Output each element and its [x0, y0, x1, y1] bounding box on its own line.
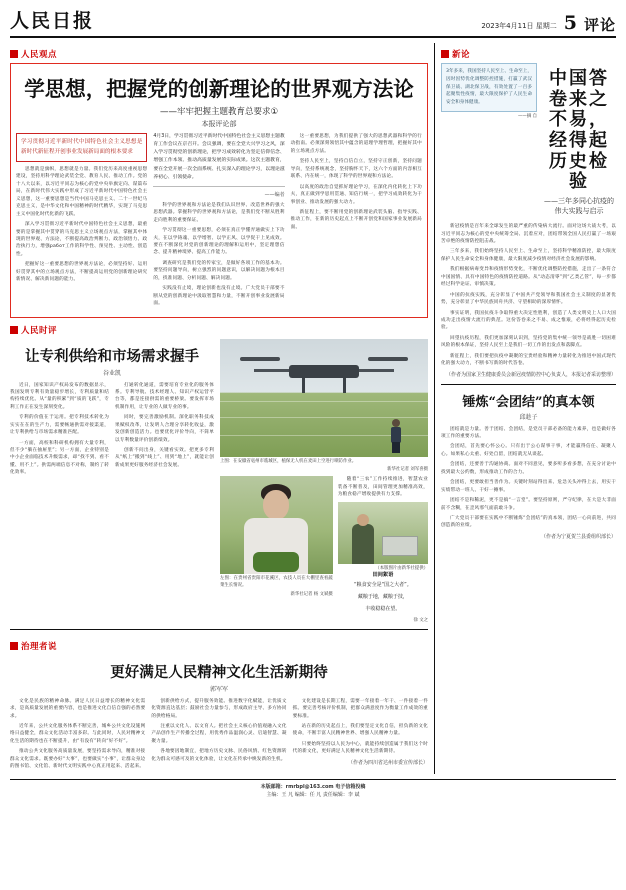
- drone-illustration: [220, 339, 428, 457]
- right-article2-author: 邱趁子: [519, 413, 538, 421]
- article3-title: 更好满足人民精神文化生活新期待: [110, 663, 328, 681]
- photo2-credit: 新华社记者 杨 文斌摄: [290, 592, 333, 598]
- section-label-xinlun: [441, 48, 470, 60]
- pull-quote: 学习贯彻习近平新时代中国特色社会主义思想是新时代新征程开创事业发展新局面的根本要求: [16, 133, 147, 162]
- divider: [10, 629, 428, 630]
- article2-region: [10, 339, 428, 623]
- lead-column-1: [16, 133, 147, 311]
- article2-column-1: 近日，国家知识产权局发布的数据显示，我国发明专利有效量稳步增长，专利质量和结构持续优化。从“量的积累”到“质的飞跃”，专利工作正在发生深刻变化。 专利的价值在于运用。把专利技术转化为实实在在的生产力，需要畅通供需对接渠道，让专利供给与市场需求精准匹配。 一方面，高校和科研机构拥有大量专利，但不少“躺在抽屉里”；另一方面，企业特别是中小企业面临技术升级需求，却“找不到、看不懂、用不上”。供需两端信息不对称，制约了转化效率。: [10, 382, 109, 476]
- article3-column-2: 创新供给方式，提升服务效能。推进数字化赋能，让优质文化资源直达基层；鼓励社会力量参与，形成政府主导、多方协同的供给格局。 注重以文化人、以文育人。把社会主义核心价值观融入文化产品创作生产传播全过程，用优秀作品温润心灵、启迪智慧、凝聚力量。 各地要因地制宜，把地方历史文脉、民俗风情、红色资源转化为群众可感可及的文化体验，让文化在传承中焕发新的生机。: [151, 698, 287, 762]
- poem-line-2: 藏粮于地，藏粮于技，: [357, 593, 408, 600]
- photo3-wrap: [338, 476, 428, 622]
- newspaper-logo: 人民日报: [10, 10, 95, 32]
- footer-line-2: 主编：王 凡 编辑：任 凡 责任编辑：李 斌: [266, 791, 360, 798]
- photo2-caption: 左图：在贵州省贵阳市花溪区，农技人员在大棚里查看蔬菜生长情况。: [220, 576, 333, 589]
- photo2-wrap: [220, 476, 333, 622]
- article3-column-1: 文化是民族的精神命脉。满足人民日益增长的精神文化需求，是高质量发展的重要内容，也是推进文化自信自强的必然要求。 近年来，公共文化服务体系不断完善，城乡公共文化设施网络日益健全，群众文化活动丰富多彩。与此同时，人民对精神文化生活的期待也在不断提升，由“有没有”转向“好不好”。 推动公共文化服务高质量发展，要坚持需求导向，精准对接群众文化需求。既要办好“大事”，也要做实“小事”，让群众身边的图书馆、文化馆、新时代文明实践中心真正用起来、活起来。: [10, 698, 146, 770]
- lead-column-2: [153, 133, 284, 311]
- square-mark-icon: [441, 50, 449, 58]
- lead-byline: 本报评论部: [201, 120, 237, 128]
- footer-line-1: 本版邮箱：rmrbpl@163.com 电子信箱投稿: [260, 783, 366, 790]
- lead-col1-text: 思想就是旗帜，思想就是力量。我们党历来高度重视思想建设，坚持用科学理论武装全党、教育人民、推动工作。党的十八大以来，以习近平同志为核心的党中央举旗定向、谋篇布局，在新时代伟大实践中形成了习近平新时代中国特色社会主义思想，这一重要思想是当代中国马克思主义、二十一世纪马克思主义，是中华文化和中国精神的时代精华，实现了马克思主义中国化时代化新的飞跃。 深入学习贯彻习近平新时代中国特色社会主义思想，最重要的是掌握其中贯穿的马克思主义立场观点方法，掌握其中体现的世界观、方法论，不断提高政治判断力、政治领悟力、政治执行力，增强работ工作的科学性、预见性、主动性、创造性。 把握好这一重要思想的世界观方法论，必须坚持好、运用好贯穿其中的立场观点方法，不断提高运用党的创新理论研究新情况、解决新问题的能力。: [16, 167, 148, 283]
- photo-drone-spraying: [220, 339, 428, 457]
- section-label-renmin-guandian: [10, 48, 57, 60]
- article3-column-3: 文化建设是长期工程，需要一年接着一年干、一件接着一件抓。要完善考核评价机制，把群众满意度作为衡量工作成效的重要标准。 站在新的历史起点上，我们要坚定文化自信，担负新的文化使命，不断丰富人民精神世界、增强人民精神力量。 只要始终坚持以人民为中心，就能持续创造属于我们这个时代的新文化，更好满足人民精神文化生活新期待。 （作者为四川省达州市委宣传部长）: [292, 698, 428, 766]
- vertical-title-wrap: [542, 63, 616, 220]
- section-label-text: 新论: [452, 50, 471, 60]
- section-label-zhiguo-zhe-shuo: [10, 640, 57, 652]
- right-article2-body: 团结就是力量。善于团结、会团结，是党员干部必备的能力素养，也是做好各项工作的重要方法。 会团结，首先要心怀公心。只有出于公心谋事干事，才能赢得信任、凝聚人心。如果私心太重、好处自留，团结就无从谈起。 会团结，还要善于沟通协商。面对不同意见，要多听多看多想，在充分讨论中找到最大公约数，形成推动工作的合力。 会团结，更要敢担当善作为。关键时刻站得出来、危急关头冲得上去，用实干实绩带动一班人、干好一摊事。 团结不是和稀泥，更不是搞“一言堂”。要坚持原则，严守纪律，在大是大非面前不含糊，在歪风邪气面前敢斗争。 广大党员干部要在实践中不断锤炼“会团结”的真本领，团结一心向前进，共同创造新的业绩。: [441, 426, 616, 529]
- quote-card-signature: ——摘 自: [518, 113, 537, 119]
- divider: [441, 384, 616, 385]
- lead-subhead: ——牢牢把握主题教育总要求①: [159, 107, 279, 117]
- square-mark-icon: [10, 642, 18, 650]
- photo3-caption: 随着“三农”工作持续推进，智慧农业装备不断普及，田间管理更加精准高效，为粮食稳产增收提供有力支撑。: [337, 477, 428, 498]
- photo3-credit: （本版图片由新华社提供）: [375, 565, 428, 571]
- section-label-text: 人民观点: [21, 50, 58, 60]
- left-region: [10, 43, 428, 774]
- farmer-figure: [390, 419, 402, 453]
- article3-author: 郭军军: [209, 685, 228, 693]
- article3-columns: [10, 698, 428, 774]
- photo-region: [220, 339, 428, 623]
- section-name: 评论: [583, 16, 616, 34]
- article3-endnote: （作者为四川省达州市委宣传部长）: [347, 759, 428, 766]
- photo-greenhouse-worker: [220, 476, 333, 574]
- poem-line-3: 丰收稳稳在望。: [365, 605, 401, 612]
- lead-col2-text: 科学的世界观和方法论是我们认识世界、改造世界的强大思想武器。掌握科学的世界观和方法论，是我们党不断从胜利走向胜利的重要保证。 学习贯彻这一重要思想，必须在真正学懂弄通做实上下功夫，在以学铸魂、以学增智、以学正风、以学促干上见成效。要在不断深化对党的创新理论的理解和运用中，坚定理想信念、提升精神境界、提高工作能力。 调查研究是我们党的传家宝，是做好各项工作的基本功。要坚持问题导向，树立强烈的问题意识，以解决问题为根本目的，找准问题、分析问题、解决问题。 实践没有止境，理论创新也没有止境。广大党员干部要不断从党的创新理论中汲取智慧和力量，不断开创事业发展新局面。: [153, 202, 285, 307]
- highlighted-article-block: [10, 63, 428, 318]
- section-label-text: 治理者说: [21, 641, 58, 652]
- page-footer: [10, 779, 616, 799]
- xinlun-body: 新冠疫情是百年来全球发生的最严重的传染病大流行。面对这场大战大考，以习近平同志为核心的党中央统筹全局、沉着应对，团结带领全国人民打赢了一场艰苦卓绝的疫情防控阻击战。 三年多来，我们始终坚持人民至上、生命至上，坚持科学精准防控，最大限度保护人民生命安全和身体健康，最大限度减少疫情对经济社会发展的影响。 我们根据病毒变异和疫情形势变化，不断优化调整防控措施，走出了一条符合中国国情、具有中国特色的疫情防控道路。从“动态清零”到“乙类乙管”，每一步都经过科学论证、审慎决策。 中国的抗疫实践，充分彰显了中国共产党领导和我国社会主义制度的显著优势，充分彰显了中华民族同舟共济、守望相助的深厚情怀。 事实证明，我国抗疫斗争取得重大决定性胜利，创造了人类文明史上人口大国成功走出疫情大流行的典范。这份答卷来之不易、成之惟艰，必将经得起历史检验。 回望抗疫历程，我们更加深刻认识到，坚持党的集中统一领导是战胜一切困难风险的根本保证，坚持人民至上是我们一切工作的出发点和落脚点。 新征程上，我们要把抗疫中凝聚的宝贵经验和精神力量转化为推进中国式现代化的强大动力，不断书写新的时代答卷。: [441, 224, 616, 367]
- xinlun-title: 中国答卷来之不易，经得起历史检验: [549, 68, 609, 193]
- publication-date: 2023年4月11日 星期二: [481, 22, 557, 30]
- photo-field-equipment: [338, 502, 428, 564]
- section-label-renmin-shiping: [10, 324, 57, 336]
- lead-headline: 学思想，把握党的创新理论的世界观方法论: [24, 77, 414, 101]
- section-label-text: 人民时评: [21, 325, 58, 336]
- right-article2-title: 锤炼“会团结”的真本领: [462, 394, 595, 410]
- page-number: 5: [563, 12, 577, 34]
- poem-author: 徐 文之: [413, 617, 428, 623]
- poem-title: 田间絮语: [372, 571, 394, 578]
- right-region: [434, 43, 616, 774]
- square-mark-icon: [10, 326, 18, 334]
- xinlun-source-note: （作者为国家卫生健康委员会新冠疫情防控中心负责人，本报记者采访整理）: [445, 371, 616, 378]
- article2-columns: [10, 382, 214, 480]
- xinlun-subtitle: ——三年多同心抗疫的伟大实践与启示: [544, 197, 614, 216]
- lead-columns: [16, 133, 422, 311]
- page-body: [10, 43, 616, 774]
- lead-column-3: [291, 133, 422, 311]
- article2-column-2: 打通转化通道，需要培育专业化的服务体系。专利导航、技术经理人、知识产权运营平台等，都是连接供需的重要桥梁。要发挥市场机制作用，让专业的人做专业的事。 同时，要完善激励机制。深化职务科技成果赋权改革，让发明人合理分享转化收益，激发创新创造活力。也要优化评价导向，不简单以专利数量评价创新绩效。 创新不问出身，关键看实效。把更多专利从“纸上”搬到“线上”、用到“地上”，就能让创新成果更好服务经济社会发展。: [115, 382, 214, 468]
- quote-card: 3年多来，我国坚持人民至上、生命至上，因时因势优化调整防控措施，打赢了武汉保卫战、湖北保卫战，有效处置了一百多起聚集性疫情，最大限度保护了人民生命安全和身体健康。: [441, 63, 537, 112]
- article2-title: 让专利供给和市场需求握手: [25, 347, 199, 365]
- xinlun-head: [441, 63, 616, 220]
- masthead-right: [481, 14, 616, 33]
- photo-pair: [220, 476, 428, 622]
- quote-card-wrap: [441, 63, 537, 220]
- photo1-credit: 新华社记者 刘军喜摄: [387, 467, 428, 473]
- article2-author: 谷业凯: [102, 369, 121, 377]
- lead-signature: ——编者: [264, 191, 285, 198]
- poem-line-1: “粮食安全是“国之大者”。: [354, 581, 412, 588]
- masthead: [10, 6, 616, 38]
- square-mark-icon: [10, 50, 18, 58]
- photo1-caption: 上图：在安徽省亳州市谯城区，植保无人机在麦田上空进行喷防作业。: [220, 458, 357, 464]
- lead-paragraph: 4月3日，学习贯彻习近平新时代中国特色社会主义思想主题教育工作会议在京召开。会议强调，要在全党大兴学习之风，深入学习贯彻党的创新理论，把学习成效转化为坚定信仰信念、增强工作本领、推动高质量发展的实际成果。这次主题教育，要在全党开展一次全面系统、扎实深入的理论学习，以理论滋养初心、引领使命。: [153, 133, 284, 187]
- right-article2-endnote: （作者为宁夏贺兰县委组织部长）: [540, 533, 616, 540]
- article2-text-region: [10, 339, 214, 623]
- lead-col3-text: 这一重要思想，为我们提供了强大的思想武器和科学的行动指南。必须深刻领悟其中蕴含的道理学理哲理，把握好其中的立场观点方法。 坚持人民至上，坚持自信自立，坚持守正创新，坚持问题导向，坚持系统观念，坚持胸怀天下，这六个方面的内容相互联系、内在统一，体现了科学的世界观和方法论。 以高度的政治自觉抓好理论学习，在深化内化转化上下功夫，真正做到学思用贯通、知信行统一，把学习成效转化为干事创业、推动发展的强大动力。 新征程上，要不断用党的创新理论武装头脑、指导实践、推动工作，在新的历史起点上不断开创党和国家事业发展新局面。: [290, 134, 422, 230]
